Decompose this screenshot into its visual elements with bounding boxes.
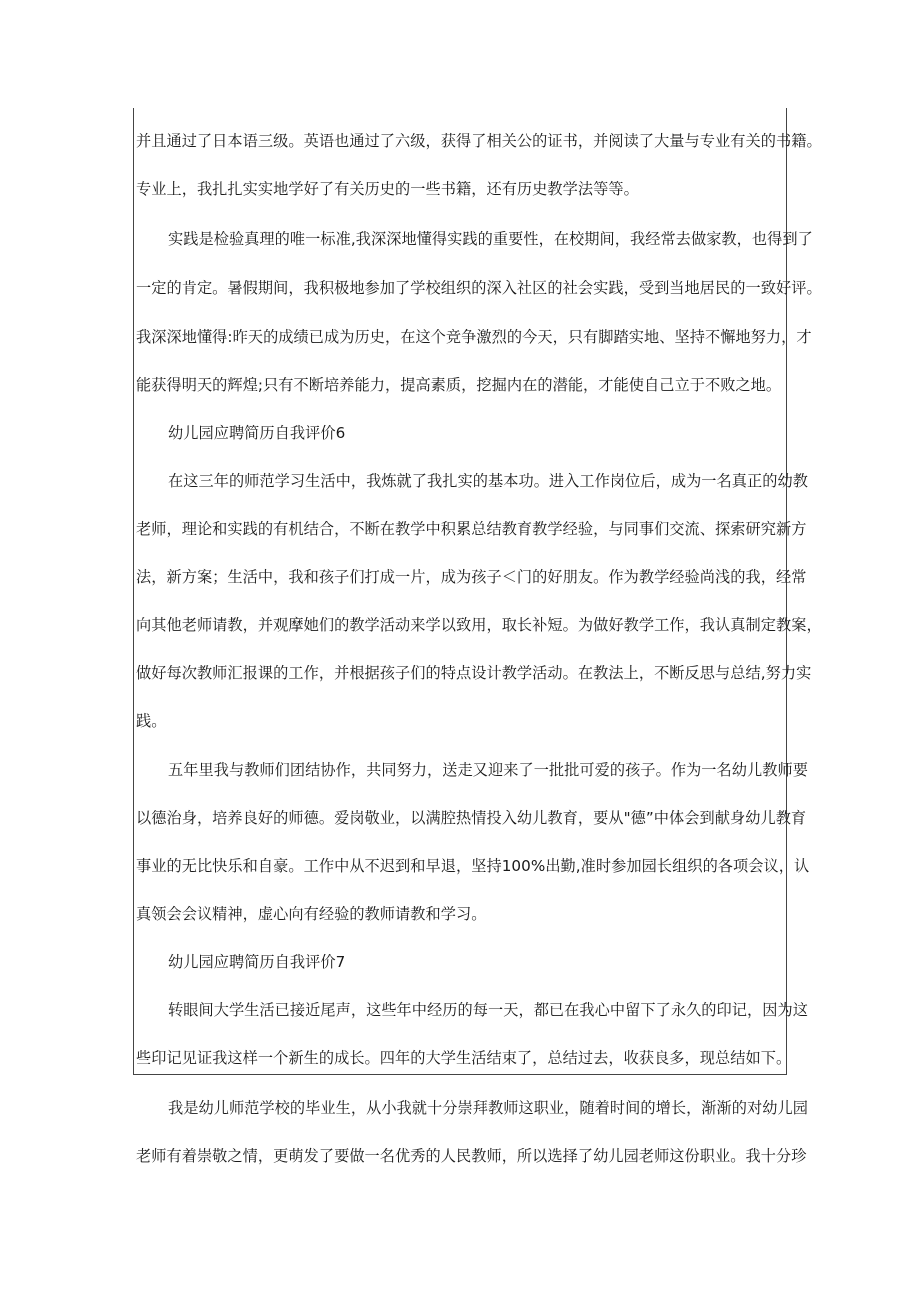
body-line: 法，新方案；生活中，我和孩子们打成一片，成为孩子＜门的好朋友。作为教学经验尚浅的我，经常	[136, 568, 807, 586]
body-line: 践。	[136, 712, 167, 730]
body-line: 真领会会议精神，虚心向有经验的教师请教和学习。	[136, 905, 487, 923]
body-line: 我深深地懂得:昨天的成绩已成为历史，在这个竞争激烈的今天，只有脚踏实地、坚持不懈地努力，才	[136, 328, 812, 346]
paragraph-start-line: 五年里我与教师们团结协作，共同努力，送走又迎来了一批批可爱的孩子。作为一名幼儿教师要	[168, 761, 808, 779]
body-line: 能获得明天的辉煌;只有不断培养能力，提高素质，挖掘内在的潜能，才能使自己立于不败之地。	[136, 376, 782, 394]
paragraph-start-line: 在这三年的师范学习生活中，我炼就了我扎实的基本功。进入工作岗位后，成为一名真正的幼教	[168, 472, 808, 490]
body-line: 老师有着崇敬之情，更萌发了要做一名优秀的人民教师，所以选择了幼儿园老师这份职业。我十分珍	[136, 1147, 807, 1165]
paragraph-start-line: 转眼间大学生活已接近尾声，这些年中经历的每一天，都已在我心中留下了永久的印记，因为这	[168, 1001, 808, 1019]
paragraph-start-line: 实践是检验真理的唯一标准,我深深地懂得实践的重要性，在校期间，我经常去做家教，也得到了	[168, 230, 813, 248]
body-line: 并且通过了日本语三级。英语也通过了六级，获得了相关公的证书，并阅读了大量与专业有关的书籍。	[136, 132, 822, 150]
body-line: 老师，理论和实践的有机结合，不断在教学中积累总结教育教学经验，与同事们交流、探索研究新方	[136, 520, 807, 538]
body-line: 专业上，我扎扎实实地学好了有关历史的一些书籍，还有历史教学法等等。	[136, 180, 639, 198]
body-line: 向其他老师请教，并观摩她们的教学活动来学以致用，取长补短。为做好教学工作，我认真制定教案，	[136, 616, 822, 634]
paragraph-start-line: 我是幼儿师范学校的毕业生，从小我就十分崇拜教师这职业，随着时间的增长，渐渐的对幼儿园	[168, 1099, 808, 1117]
section-heading: 幼儿园应聘简历自我评价6	[168, 424, 346, 442]
section-heading: 幼儿园应聘简历自我评价7	[168, 953, 346, 971]
body-line: 些印记见证我这样一个新生的成长。四年的大学生活结束了，总结过去，收获良多，现总结如下。	[136, 1049, 792, 1067]
body-line: 做好每次教师汇报课的工作，并根据孩子们的特点设计教学活动。在教法上，不断反思与总结,努力实	[136, 664, 812, 682]
body-line: 一定的肯定。暑假期间，我积极地参加了学校组织的深入社区的社会实践，受到当地居民的一致好评。	[136, 279, 822, 297]
bordered-text-box	[133, 108, 822, 1075]
body-line: 事业的无比快乐和自豪。工作中从不迟到和早退，坚持100%出勤,准时参加园长组织的各项会议，认	[136, 857, 810, 875]
body-line: 以德治身，培养良好的师德。爱岗敬业，以满腔热情投入幼儿教育，要从"德”中体会到献身幼儿教育	[136, 809, 807, 827]
